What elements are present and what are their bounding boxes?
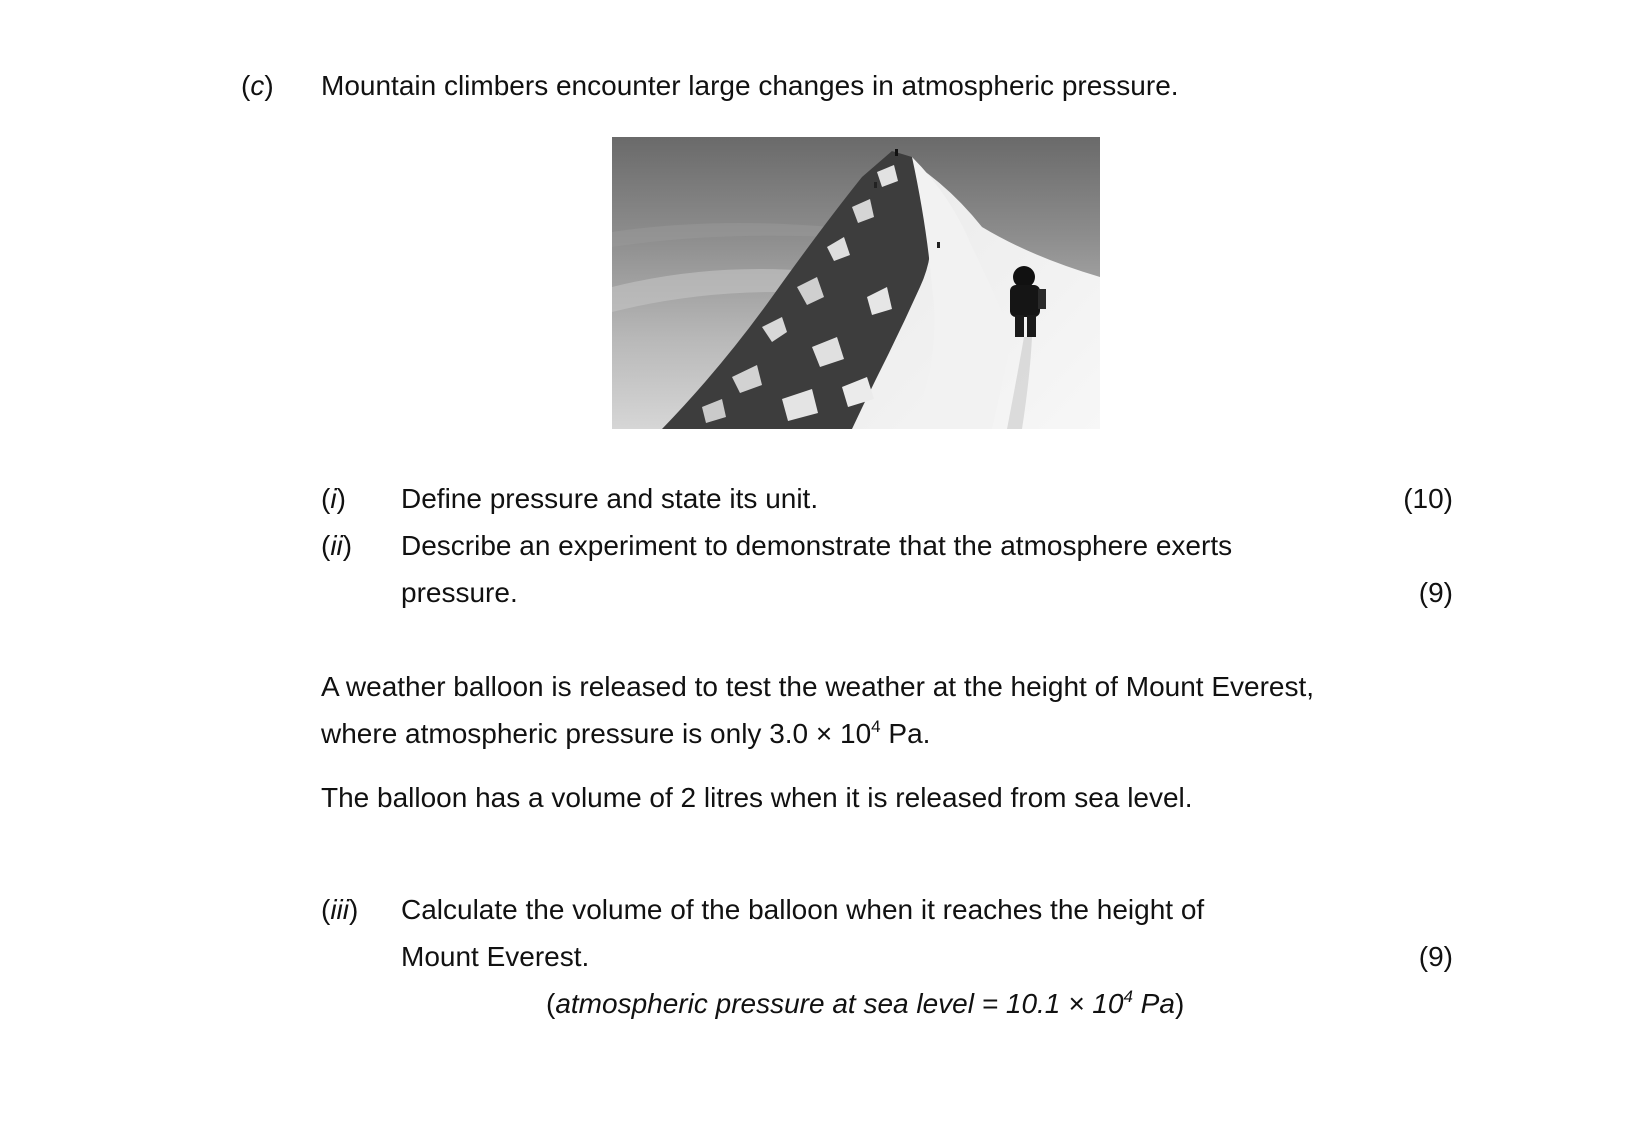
q-iii-marks: (9) bbox=[1418, 941, 1453, 972]
part-c-label-open: ( bbox=[241, 70, 251, 101]
q-ii-label-roman: ii bbox=[330, 530, 343, 561]
q-ii-line2: pressure. bbox=[401, 577, 518, 608]
q-iii-hint-post: Pa bbox=[1132, 988, 1175, 1019]
q-ii-line1: Describe an experiment to demonstrate that the atmosphere exerts bbox=[401, 530, 1233, 561]
q-iii-hint-close: ) bbox=[1174, 988, 1185, 1019]
balloon-line2 bbox=[321, 717, 931, 749]
part-c-intro: Mountain climbers encounter large changes in atmospheric pressure. bbox=[321, 70, 1179, 101]
q-iii-label-open: ( bbox=[321, 894, 331, 925]
q-i-label-close: ) bbox=[336, 483, 346, 514]
balloon-line2-pre: where atmospheric pressure is only 3.0 × 10 bbox=[321, 718, 872, 749]
mountain-climbers-photo bbox=[612, 137, 1100, 429]
q-iii-label-roman: iii bbox=[330, 894, 349, 925]
q-i-label bbox=[321, 485, 346, 513]
q-i-marks: (10) bbox=[1403, 483, 1453, 514]
q-i-text: Define pressure and state its unit. bbox=[401, 483, 819, 514]
balloon-line2-sup: 4 bbox=[871, 717, 881, 736]
q-ii-marks: (9) bbox=[1418, 577, 1453, 608]
q-ii-label-open: ( bbox=[321, 530, 331, 561]
q-i-label-open: ( bbox=[321, 483, 331, 514]
q-iii-label bbox=[321, 896, 358, 924]
q-iii-line2: Mount Everest. bbox=[401, 941, 590, 972]
q-i-label-roman: i bbox=[330, 483, 337, 514]
balloon-line2-post: Pa. bbox=[880, 718, 931, 749]
q-iii-hint bbox=[546, 987, 1185, 1019]
q-ii-label bbox=[321, 532, 352, 560]
q-iii-hint-open: ( bbox=[546, 988, 556, 1019]
balloon-line3: The balloon has a volume of 2 litres when it is released from sea level. bbox=[321, 782, 1193, 813]
q-iii-hint-sup: 4 bbox=[1123, 987, 1133, 1006]
q-iii-hint-pre: atmospheric pressure at sea level = 10.1 × 10 bbox=[555, 988, 1124, 1019]
part-c-label bbox=[241, 72, 274, 100]
q-iii-line1: Calculate the volume of the balloon when it reaches the height of bbox=[401, 894, 1205, 925]
part-c-label-close: ) bbox=[264, 70, 274, 101]
balloon-line1: A weather balloon is released to test the weather at the height of Mount Everest, bbox=[321, 671, 1315, 702]
q-ii-label-close: ) bbox=[342, 530, 353, 561]
q-iii-label-close: ) bbox=[349, 894, 359, 925]
part-c-label-letter: c bbox=[250, 70, 265, 101]
